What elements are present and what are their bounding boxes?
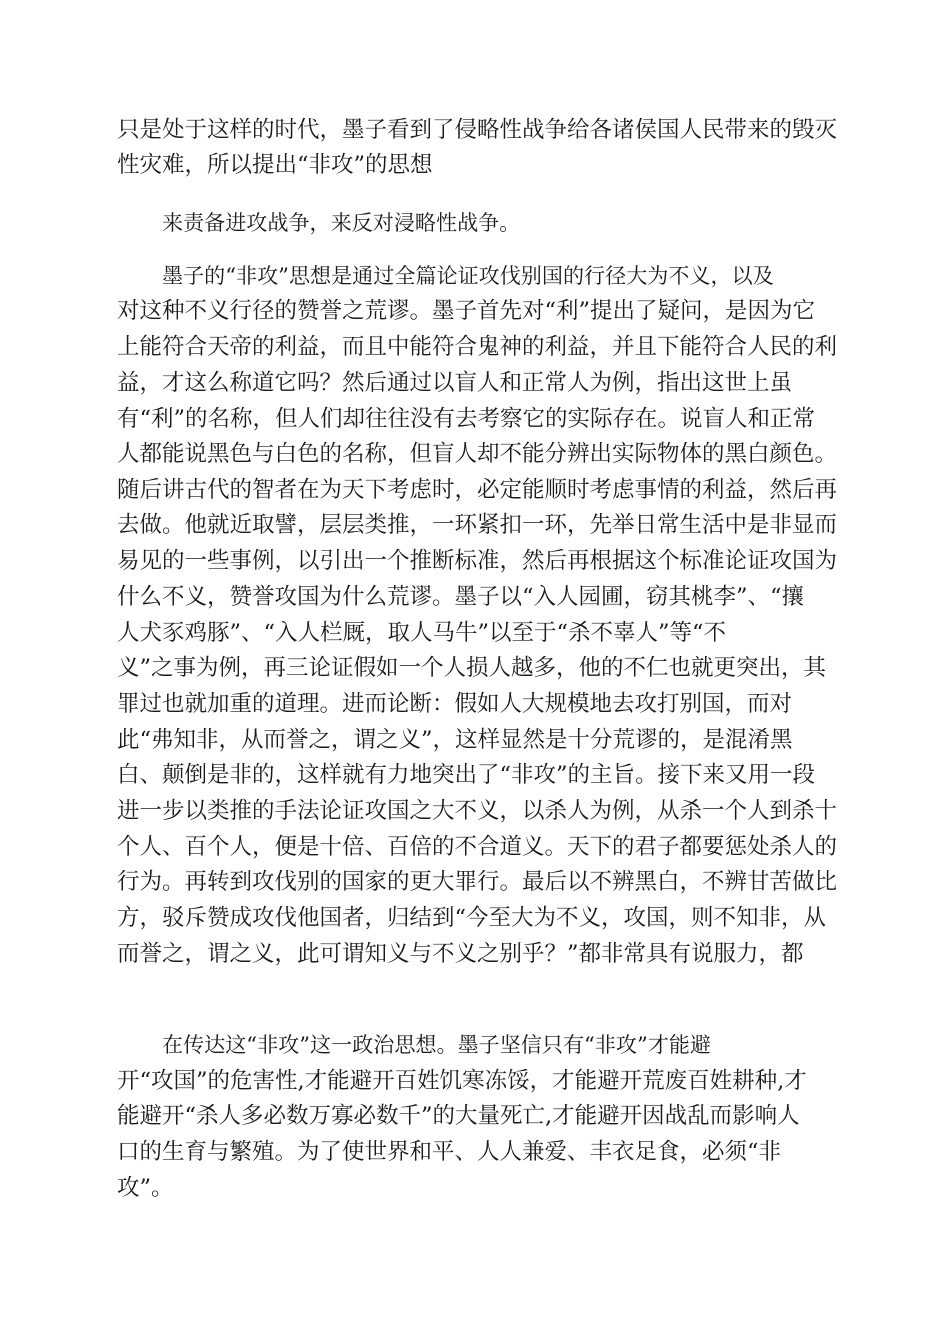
text-line: 方，驳斥赞成攻伐他国者，归结到“今至大为不义，攻国，则不知非，从 bbox=[117, 905, 827, 931]
text-line: 能避开“杀人多必数万寡必数千”的大量死亡,才能避开因战乱而影响人 bbox=[117, 1103, 800, 1129]
text-line: 什么不义，赞誉攻国为什么荒谬。墨子以“入人园圃，窃其桃李”、“攘 bbox=[117, 584, 805, 610]
text-line: 进一步以类推的手法论证攻国之大不义，以杀人为例，从杀一个人到杀十 bbox=[117, 798, 838, 824]
text-line: 行为。再转到攻伐别的国家的更大罪行。最后以不辨黑白，不辨甘苦做比 bbox=[117, 869, 838, 895]
text-line: 去做。他就近取譬，层层类推，一环紧扣一环，先举日常生活中是非显而 bbox=[117, 512, 838, 538]
text-line: 来责备进攻战争，来反对浸略性战争。 bbox=[162, 210, 521, 235]
text-line: 随后讲古代的智者在为天下考虑时，必定能顺时考虑事情的利益，然后再 bbox=[117, 477, 838, 503]
text-line: 个人、百个人，便是十倍、百倍的不合道义。天下的君子都要惩处杀人的 bbox=[117, 834, 838, 860]
text-line: 对这种不义行径的赞誉之荒谬。墨子首先对“利”提出了疑问，是因为它 bbox=[117, 298, 816, 324]
text-line: 而誉之，谓之义，此可谓知义与不义之别乎？”都非常具有说服力，都 bbox=[117, 941, 804, 967]
text-line: 白、颠倒是非的，这样就有力地突出了“非攻”的主旨。接下来又用一段 bbox=[117, 762, 816, 788]
text-line: 益，才这么称道它吗？然后通过以盲人和正常人为例，指出这世上虽 bbox=[117, 370, 793, 396]
text-line: 易见的一些事例，以引出一个推断标准，然后再根据这个标准论证攻国为 bbox=[117, 548, 838, 574]
text-line: 墨子的“非攻”思想是通过全篇论证攻伐别国的行径大为不义，以及 bbox=[162, 263, 774, 288]
text-line: 性灾难，所以提出“非攻”的思想 bbox=[117, 152, 433, 178]
text-line: 罪过也就加重的道理。进而论断：假如人大规模地去攻打别国，而对 bbox=[117, 691, 793, 717]
text-line: 攻”。 bbox=[117, 1175, 174, 1201]
text-line: 有“利”的名称，但人们却往往没有去考察它的实际存在。说盲人和正常 bbox=[117, 406, 816, 432]
text-line: 只是处于这样的时代，墨子看到了侵略性战争给各诸侯国人民带来的毁灭 bbox=[117, 117, 838, 143]
text-line: 人都能说黑色与白色的名称，但盲人却不能分辨出实际物体的黑白颜色。 bbox=[117, 441, 838, 467]
text-line: 在传达这“非攻”这一政治思想。墨子坚信只有“非攻”才能避 bbox=[162, 1032, 711, 1057]
text-line: 人犬豕鸡豚”、“入人栏厩，取人马牛”以至于“杀不辜人”等“不 bbox=[117, 620, 727, 646]
text-line: 此“弗知非，从而誉之，谓之义”，这样显然是十分荒谬的，是混淆黑 bbox=[117, 727, 793, 753]
text-line: 上能符合天帝的利益，而且中能符合鬼神的利益，并且下能符合人民的利 bbox=[117, 334, 838, 360]
text-line: 义”之事为例，再三论证假如一个人损人越多，他的不仁也就更突出，其 bbox=[117, 655, 827, 681]
text-line: 口的生育与繁殖。为了使世界和平、人人兼爱、丰衣足食，必须“非 bbox=[117, 1139, 782, 1165]
text-line: 开“攻国”的危害性,才能避开百姓饥寒冻馁，才能避开荒废百姓耕种,才 bbox=[117, 1068, 807, 1094]
